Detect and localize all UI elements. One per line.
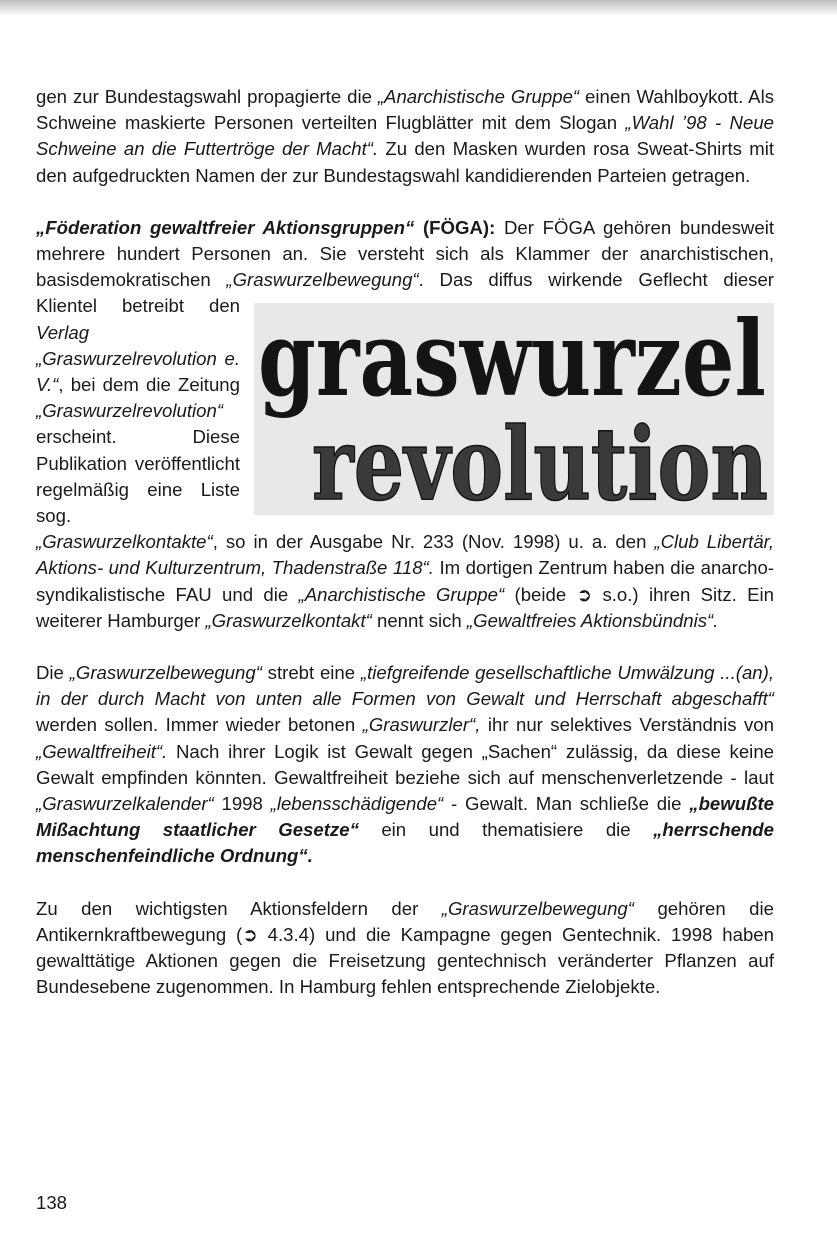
text-span: ihr nur selektives Verständnis von	[480, 714, 774, 736]
scan-edge-shadow	[0, 0, 837, 16]
text-span: ein und thematisiere die	[358, 819, 654, 841]
italic-quote: „Club Libertär, Aktions- und Kulturzentrum, Thadenstraße 118“.	[36, 531, 774, 579]
text-span: , so in der Ausgabe Nr. 233 (Nov. 1998) u. a. den	[212, 531, 655, 553]
italic-quote: „Anarchistische Gruppe“	[377, 86, 580, 107]
bold-abbreviation: (FÖGA):	[414, 216, 496, 238]
italic-quote: „Anarchistische Gruppe“	[298, 583, 505, 605]
italic-quote: „Graswurzelkalender“	[36, 793, 214, 815]
paragraph-wahlboykott	[36, 84, 774, 189]
logo-line-graswurzel: graswurzel	[258, 297, 766, 421]
italic-quote: „Graswurzelbewegung“	[441, 897, 634, 919]
bold-italic-quote: „herrschende menschenfeindliche Ordnung“.	[36, 819, 774, 867]
paragraph-aktionsfelder	[36, 896, 774, 1001]
text-span: gen zur Bundestagswahl propagierte die	[36, 86, 378, 107]
text-span: nennt sich	[371, 609, 467, 631]
italic-quote: „Wahl ’98 - Neue Schweine an die Futtertröge der Macht“.	[36, 112, 774, 160]
text-span: - Gewalt. Man schließe die	[443, 793, 690, 815]
text-span: Die	[36, 662, 70, 684]
logo-graphic	[254, 297, 774, 524]
italic-quote: „Graswurzelkontakte“	[36, 531, 213, 553]
italic-quote: „Graswurzelkontakt“	[205, 609, 372, 631]
italic-quote: „tiefgreifende gesellschaftliche Umwälzung ...(an), in der durch Macht von unten alle Formen von Gewalt und Herrschaft abgeschafft“	[36, 662, 774, 710]
graswurzelrevolution-logo	[254, 297, 774, 524]
page-number: 138	[36, 1192, 68, 1213]
italic-quote: „Gewaltfreies Aktionsbündnis“.	[466, 609, 719, 631]
italic-quote: Verlag „Graswurzelrevolution e. V.“	[36, 321, 240, 396]
italic-quote: „Graswurzler“,	[362, 714, 481, 736]
text-span: Nach ihrer Logik ist Gewalt gegen „Sachen“ zulässig, da diese keine Gewalt empfinden könnten. Gewaltfreiheit beziehe sich auf menschenverletzende - laut	[36, 740, 774, 788]
text-span: Der FÖGA gehören bundesweit mehrere hundert Personen an. Sie versteht sich als Klammer der anarchistischen, basisdemokratischen	[36, 216, 774, 291]
text-span: erscheint. Diese Publikation veröffentlicht regelmäßig eine Liste sog.	[36, 426, 240, 527]
text-span: Im dortigen Zentrum haben die anarcho-syndikalistische FAU und die	[36, 557, 774, 605]
bold-italic-heading: „Föderation gewaltfreier Aktionsgruppen“	[36, 216, 415, 238]
italic-quote: „Graswurzelbewegung“	[226, 269, 419, 291]
text-span: Zu den Masken wurden rosa Sweat-Shirts mit den aufgedruckten Namen der zur Bundestagswahl kandidierenden Parteien getragen.	[36, 138, 774, 186]
logo-line-revolution: revolution	[312, 405, 768, 524]
text-span: (beide ➲ s.o.) ihren Sitz. Ein weiterer Hamburger	[36, 583, 774, 631]
paragraph-graswurzelbewegung	[36, 660, 774, 870]
italic-quote: „lebensschädigende“	[270, 793, 444, 815]
page-body	[36, 84, 774, 1027]
italic-quote: „Gewaltfreiheit“.	[36, 740, 168, 762]
text-span: 1998	[213, 793, 271, 815]
italic-quote: „Graswurzelbewegung“	[69, 662, 262, 684]
text-span: einen Wahlboykott. Als Schweine maskierte Personen verteilten Flugblätter mit dem Slogan	[36, 86, 774, 134]
text-span: . Das diffus wirkende Geflecht dieser Klientel betreibt den	[36, 269, 774, 317]
paragraph-foega	[36, 215, 774, 634]
bold-italic-quote: „bewußte Mißachtung staatlicher Gesetze“	[36, 793, 774, 841]
text-span: werden sollen. Immer wieder betonen	[36, 714, 363, 736]
text-span: Zu den wichtigsten Aktionsfeldern der	[36, 897, 442, 919]
text-span: gehören die Antikernkraftbewegung (➲ 4.3.4) und die Kampagne gegen Gentechnik. 1998 haben gewalttätige Aktionen gegen die Freisetzung gentechnisch veränderter Pflanzen auf Bundesebene zugenommen. In Hamburg fehlen entsprechende Zielobjekte.	[36, 897, 774, 998]
italic-quote: „Graswurzelrevolution“	[36, 400, 224, 422]
text-span: strebt eine	[261, 662, 361, 684]
text-span: , bei dem die Zeitung	[58, 374, 240, 396]
